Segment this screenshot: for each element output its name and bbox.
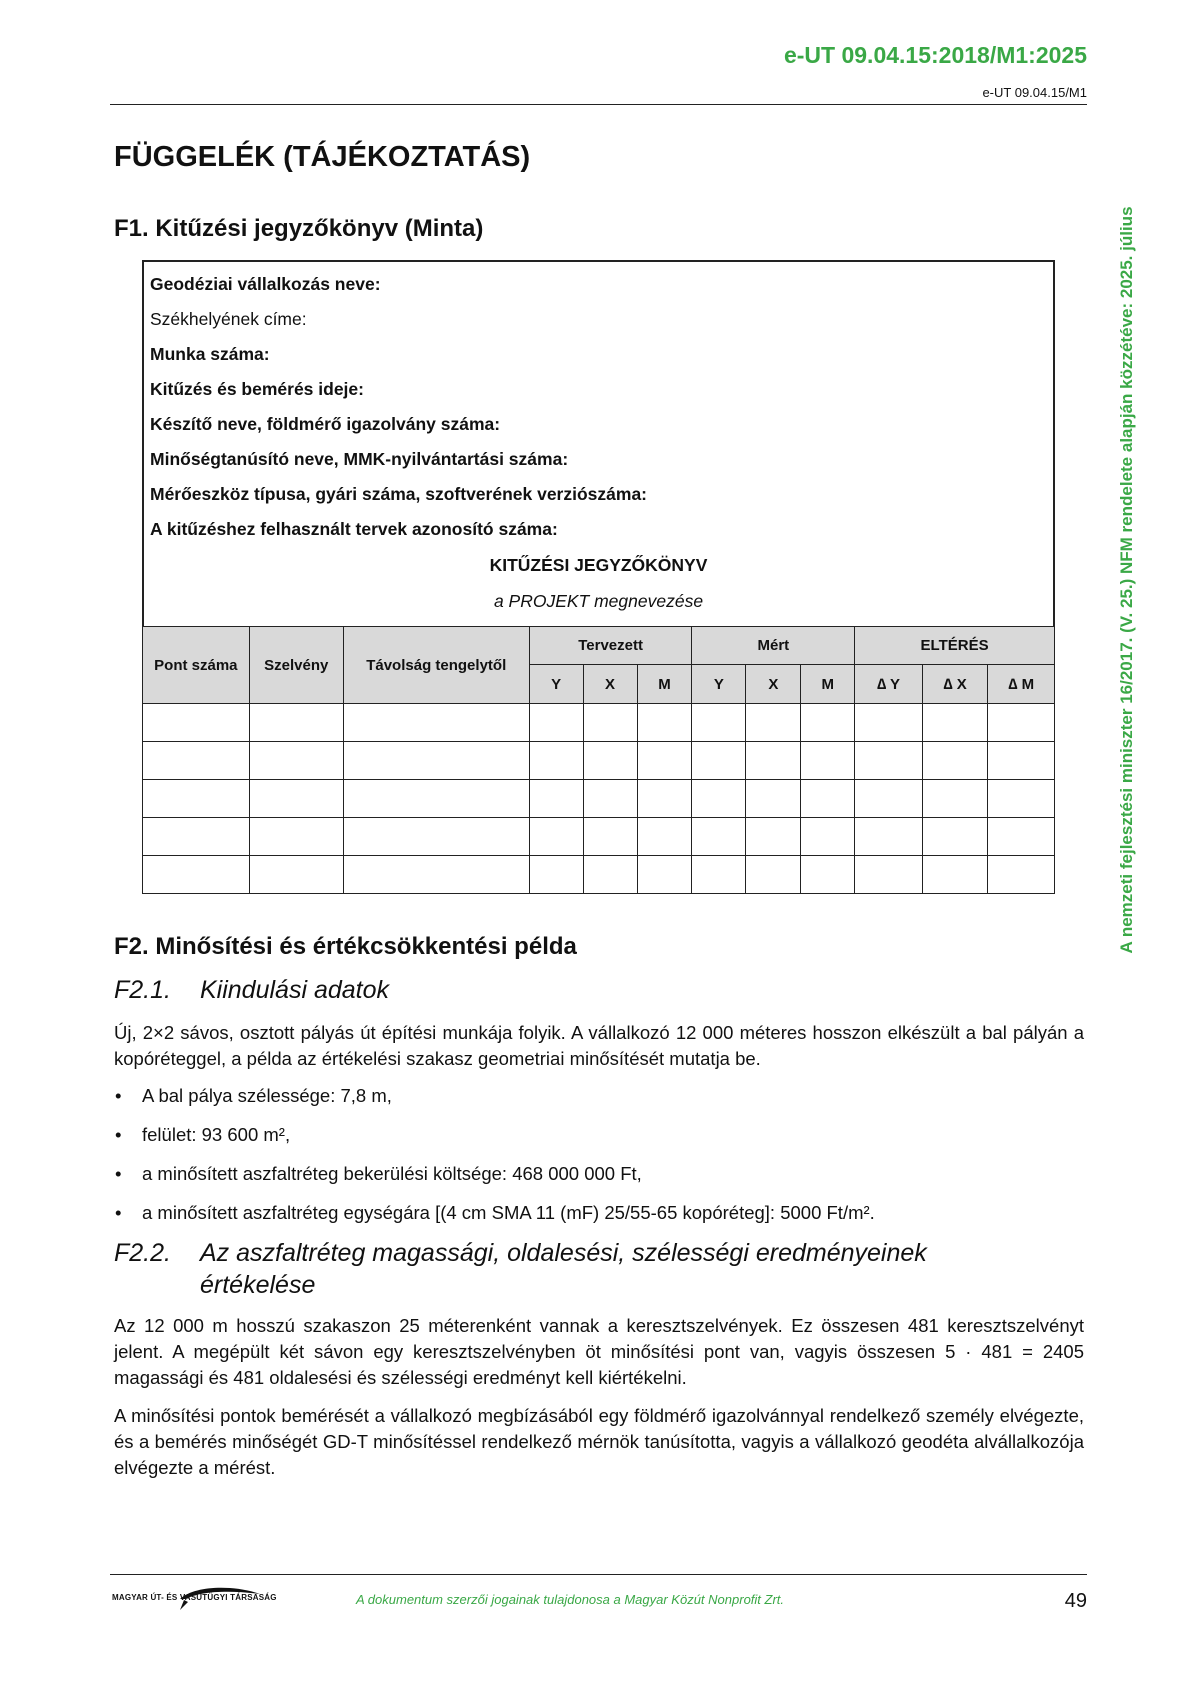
sub-header: X — [746, 665, 801, 704]
form-field: Kitűzés és bemérés ideje: — [150, 379, 364, 399]
group-header-planned: Tervezett — [529, 627, 692, 665]
form-field: Székhelyének címe: — [150, 309, 307, 329]
group-header-deviation: ELTÉRÉS — [855, 627, 1055, 665]
section-number: F2.1. — [114, 976, 171, 1004]
sub-header: Y — [529, 665, 583, 704]
sub-header: ∆ M — [988, 665, 1055, 704]
table-row — [143, 780, 1055, 818]
form-field: Munka száma: — [150, 344, 270, 364]
intro-paragraph: Új, 2×2 sávos, osztott pályás út építési munkája folyik. A vállalkozó 12 000 méteres hosszon elkészült a bal pályán a kopóréteggel, a példa az értékelési szakasz geometriai minősítését mutatja be. — [114, 1022, 1084, 1069]
sub-header: M — [801, 665, 855, 704]
section-f1-heading: F1. Kitűzési jegyzőkönyv (Minta) — [114, 215, 484, 242]
copyright-notice: A dokumentum szerzői jogainak tulajdonosa a Magyar Közút Nonprofit Zrt. — [356, 1592, 785, 1607]
input-data-list — [114, 1083, 875, 1239]
sub-header: Y — [692, 665, 746, 704]
document-code: e-UT 09.04.15:2018/M1:2025 — [783, 42, 1087, 68]
table-row — [143, 742, 1055, 780]
col-header-distance: Távolság tengelytől — [343, 627, 529, 704]
form-field: Minőségtanúsító neve, MMK-nyilvántartási száma: — [150, 449, 569, 469]
document-subcode: e-UT 09.04.15/M1 — [982, 85, 1087, 100]
paragraph: A minősítési pontok bemérését a vállalkozó megbízásából egy földmérő igazolvánnyal rendelkező személy elvégezte, és a bemérés minőségét GD-T minősítéssel rendelkező mérnök tanúsította, vagyis a vállalkozó geodéta alvállalkozója elvégezte a mérést. — [114, 1405, 1084, 1478]
paragraph: Az 12 000 m hosszú szakaszon 25 méterenként vannak a keresztszelvények. Ez összesen 481 keresztszelvényt jelent. A megépült két sávon egy keresztszelvényben öt minősítési pont van, vagyis összesen 5 · 481 = 2405 magassági és 481 oldalesési és szélességi eredményt kell kiértékelni. — [114, 1315, 1084, 1388]
table-row — [143, 704, 1055, 742]
section-f2-heading: F2. Minősítési és értékcsökkentési példa — [114, 933, 577, 960]
sub-header: M — [637, 665, 692, 704]
section-title-continued: értékelése — [200, 1271, 316, 1299]
col-header-section: Szelvény — [249, 627, 343, 704]
header-divider — [110, 104, 1087, 105]
form-field: A kitűzéshez felhasznált tervek azonosító száma: — [150, 519, 558, 539]
sub-header: ∆ X — [922, 665, 988, 704]
list-item: • a minősített aszfaltréteg bekerülési költsége: 468 000 000 Ft, — [114, 1161, 875, 1200]
appendix-title: FÜGGELÉK (TÁJÉKOZTATÁS) — [114, 141, 531, 173]
section-title: Az aszfaltréteg magassági, oldalesési, szélességi eredményeinek — [200, 1239, 927, 1267]
group-header-measured: Mért — [692, 627, 855, 665]
section-number: F2.2. — [114, 1239, 171, 1267]
col-header-point: Pont száma — [143, 627, 250, 704]
side-note-text: A nemzeti fejlesztési miniszter 16/2017. (V. 25.) NFM rendelete alapján közzétéve: 2025. július — [1117, 206, 1136, 954]
section-f21-heading — [114, 976, 389, 1005]
page-number: 49 — [1064, 1590, 1087, 1612]
sub-header: X — [583, 665, 637, 704]
table-row — [143, 856, 1055, 894]
measurement-table — [142, 626, 1055, 894]
form-title: KITŰZÉSI JEGYZŐKÖNYV — [489, 555, 708, 575]
form-field: Mérőeszköz típusa, gyári száma, szoftverének verziószáma: — [150, 484, 648, 504]
list-item: • a minősített aszfaltréteg egységára [(4 cm SMA 11 (mF) 25/55-65 kopóréteg]: 5000 Ft/m². — [114, 1200, 875, 1239]
list-item: • A bal pálya szélessége: 7,8 m, — [114, 1083, 875, 1122]
sub-header: ∆ Y — [855, 665, 923, 704]
section-title: Kiindulási adatok — [200, 976, 390, 1004]
form-field-list — [150, 273, 647, 553]
table-row — [143, 818, 1055, 856]
footer-divider — [110, 1574, 1087, 1575]
form-subtitle: a PROJEKT megnevezése — [493, 591, 704, 611]
form-field: Geodéziai vállalkozás neve: — [150, 274, 381, 294]
form-field: Készítő neve, földmérő igazolvány száma: — [150, 414, 501, 434]
organization-name: MAGYAR ÚT- ÉS VASÚTÜGYI TÁRSASÁG — [112, 1593, 277, 1602]
section-f22-heading — [114, 1237, 1064, 1301]
list-item: • felület: 93 600 m², — [114, 1122, 875, 1161]
